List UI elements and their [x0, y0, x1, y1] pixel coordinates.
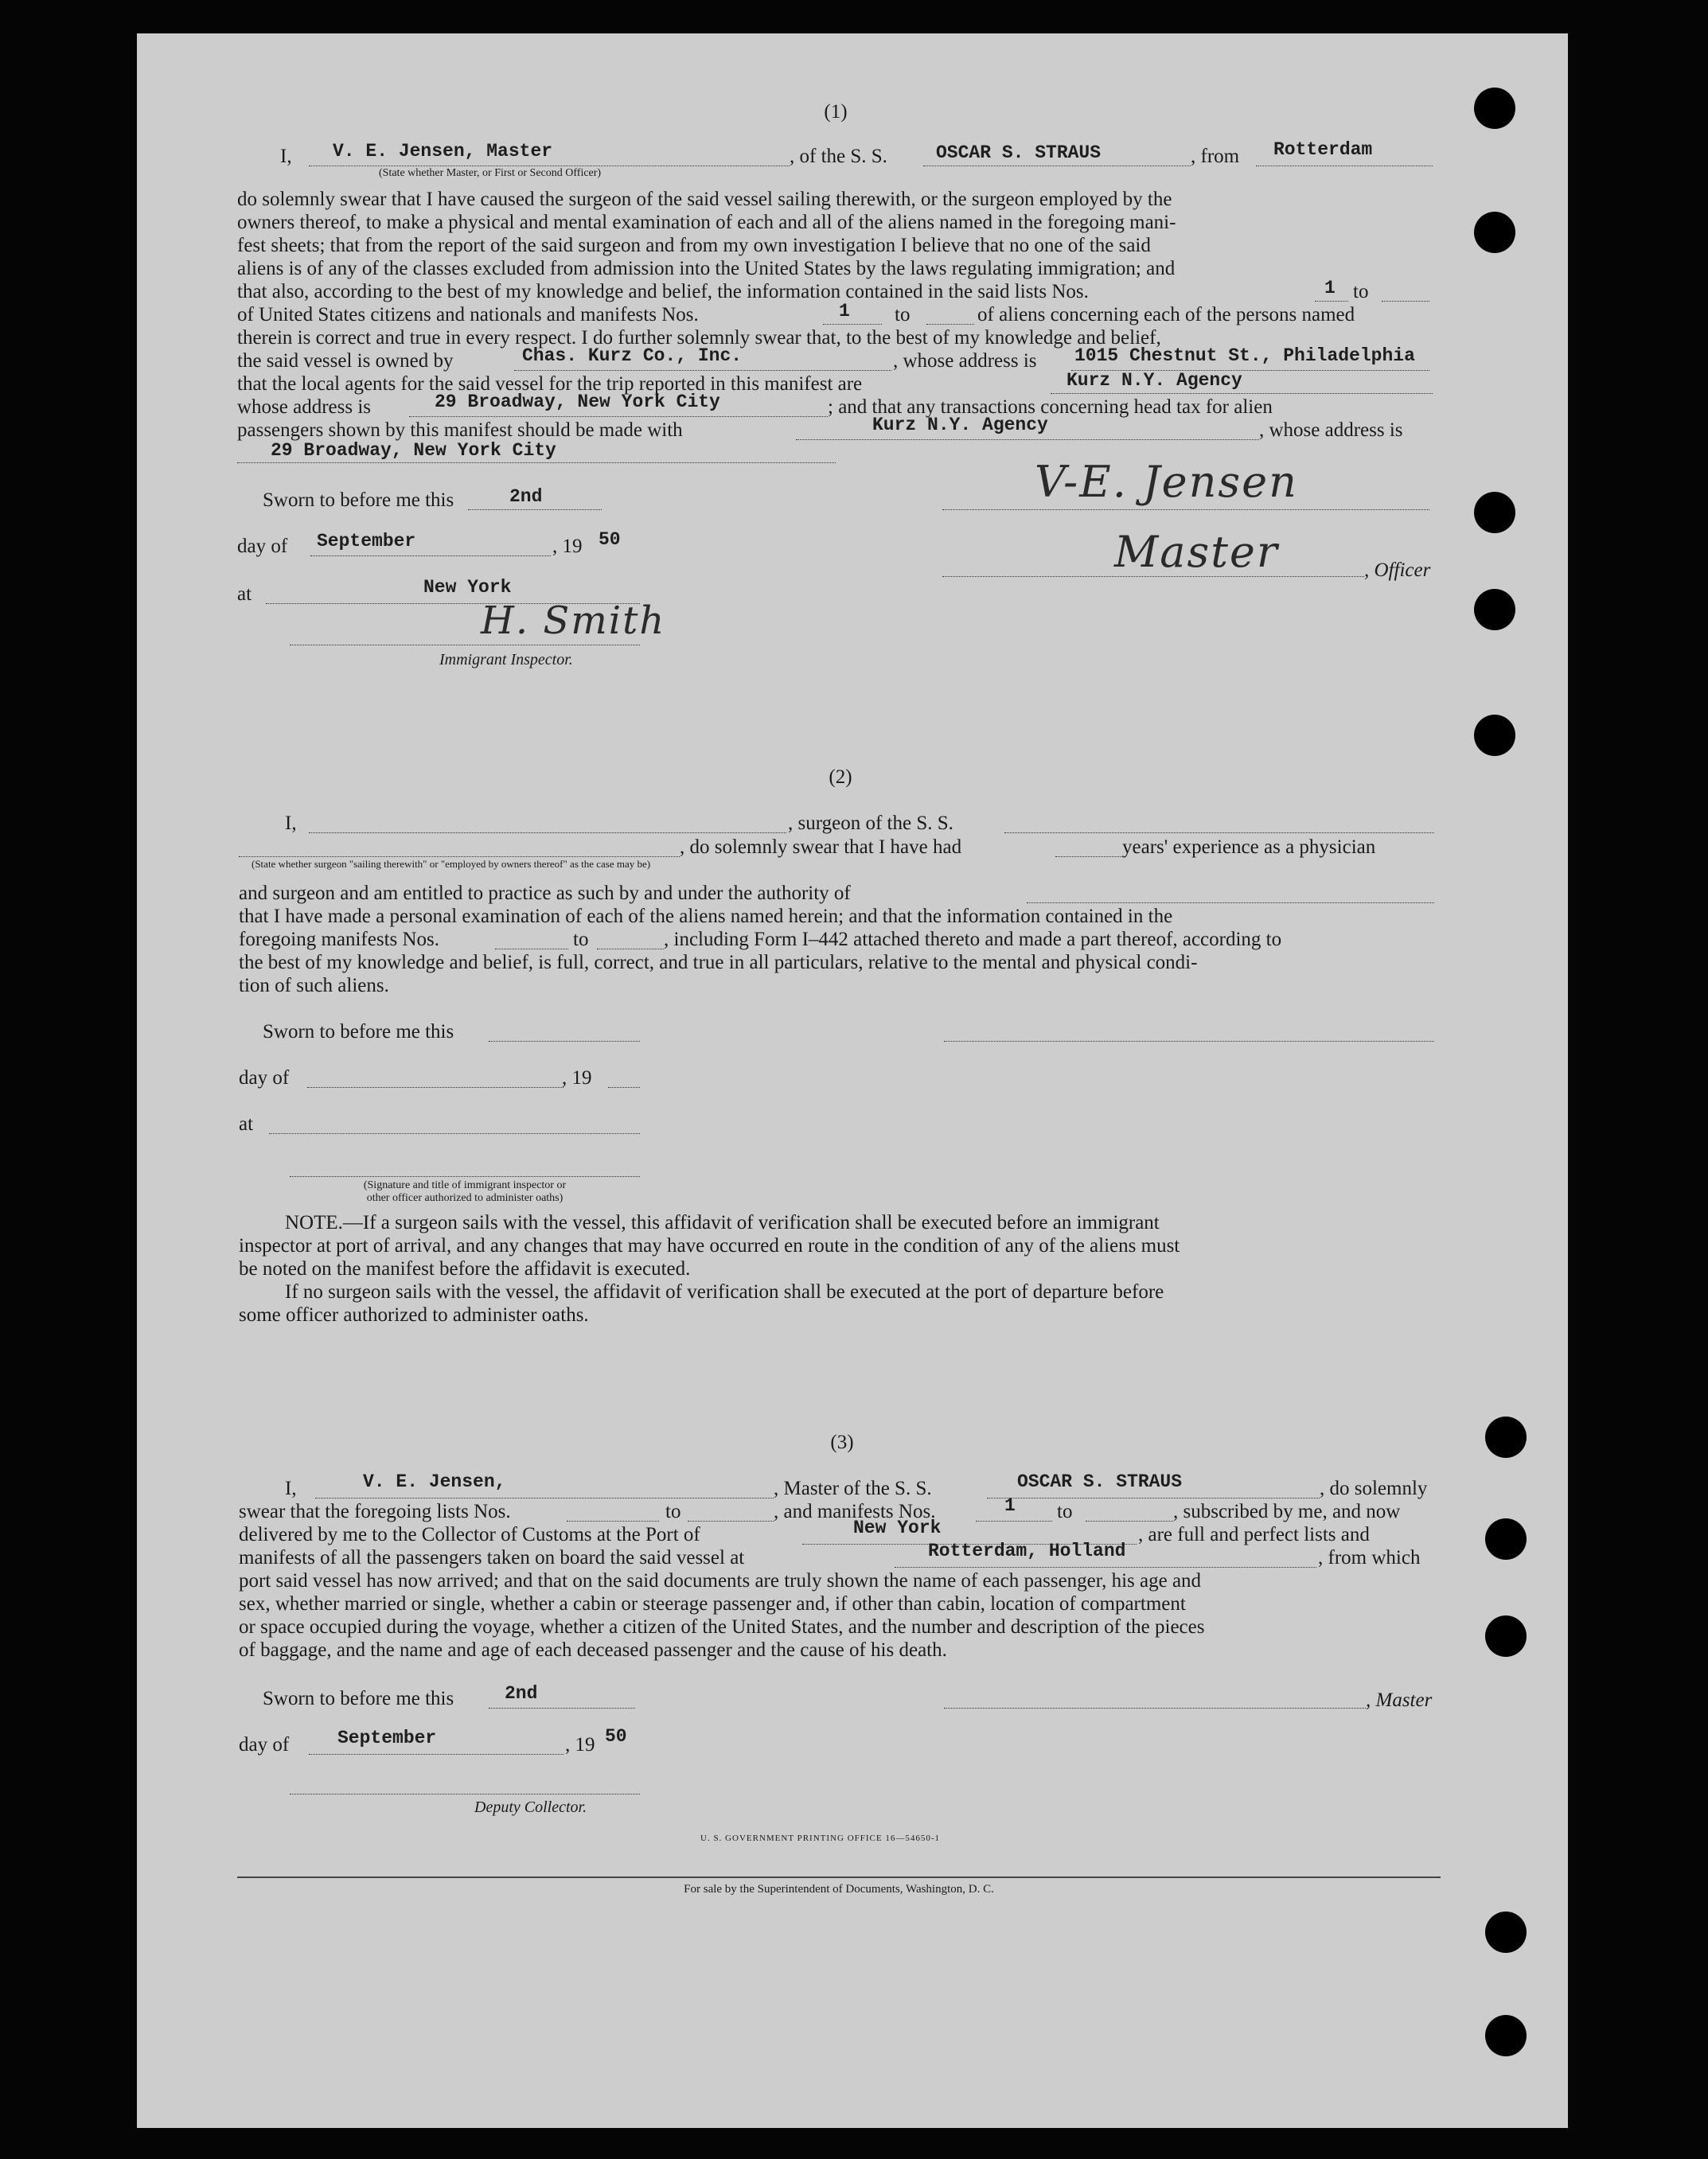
officer-signature-line	[942, 509, 1429, 510]
s2-sig-note-2: other officer authorized to administer oaths)	[366, 1192, 563, 1204]
agents-address-label: whose address is	[237, 396, 372, 418]
s3-manifests-to-line	[1086, 1521, 1173, 1522]
inspector-signature: H. Smith	[481, 598, 666, 643]
inspector-label: Immigrant Inspector.	[439, 651, 573, 668]
s3-manifests-to-label: to	[1057, 1501, 1073, 1522]
s2-month-line	[307, 1087, 563, 1088]
sale-notice: For sale by the Superintendent of Documents, Washington, D. C.	[684, 1883, 994, 1896]
agents-line	[1051, 393, 1433, 394]
s3-line-3b: , from which	[1318, 1547, 1421, 1569]
s2-years-line	[1055, 856, 1124, 857]
manifests-from-field: 1	[839, 301, 850, 322]
officer-title-signature: Master	[1114, 527, 1279, 577]
head-tax-with-line	[796, 439, 1259, 440]
oath-line-5: that also, according to the best of my knowledge and belief, the information contained in the said lists Nos.	[237, 281, 1089, 302]
s3-month-line	[309, 1754, 563, 1755]
head-tax-with-field: Kurz N.Y. Agency	[872, 415, 1048, 435]
binder-hole	[1474, 589, 1515, 630]
oath-line-6b: of aliens concerning each of the persons named	[977, 304, 1355, 325]
s3-line-6: or space occupied during the voyage, whether a citizen of the United States, and the number and description of the pieces	[239, 1616, 1205, 1638]
section-2-number: (2)	[829, 766, 852, 788]
s2-status-note: (State whether surgeon "sailing therewith" or "employed by owners thereof" as the case may be)	[252, 858, 651, 870]
s2-year-line	[608, 1087, 640, 1088]
s2-vessel-line	[1004, 832, 1434, 833]
binder-hole	[1485, 2015, 1527, 2056]
s2-status-line	[239, 856, 680, 857]
owner-line	[514, 370, 891, 371]
s3-taken-at-line	[895, 1567, 1316, 1568]
note-line-4: If no surgeon sails with the vessel, the affidavit of verification shall be executed at the port of departure before	[285, 1281, 1164, 1303]
head-tax-address-field: 29 Broadway, New York City	[271, 440, 556, 461]
s3-master-label: , Master	[1366, 1689, 1433, 1711]
officer-signature: V-E. Jensen	[1035, 457, 1298, 507]
s3-line-7: of baggage, and the name and age of each deceased passenger and the cause of his death.	[239, 1639, 947, 1661]
officer-label: , Officer	[1364, 559, 1431, 581]
agents-address-field: 29 Broadway, New York City	[435, 392, 720, 412]
sworn-day-line	[468, 509, 602, 510]
head-tax-with-label: passengers shown by this manifest should be made with	[237, 419, 683, 441]
binder-hole	[1474, 492, 1515, 533]
s2-line-5: tion of such aliens.	[239, 975, 389, 996]
binder-hole	[1485, 1615, 1527, 1657]
s3-sworn-day-line	[489, 1708, 635, 1709]
master-name-field: V. E. Jensen, Master	[333, 141, 553, 162]
s3-lists-from-line	[567, 1521, 659, 1522]
oath-line-3: fest sheets; that from the report of the said surgeon and from my own investigation I believe that no one of the said	[237, 235, 1151, 256]
from-port-field: Rotterdam	[1273, 139, 1373, 160]
s2-line-1: and surgeon and am entitled to practice as such by and under the authority of	[239, 883, 851, 904]
owner-field: Chas. Kurz Co., Inc.	[522, 345, 743, 366]
oath-line-7: therein is correct and true in every respect. I do further solemnly swear that, to the best of my knowledge and belief,	[237, 327, 1161, 349]
lists-from-field: 1	[1324, 278, 1336, 298]
s3-manifests-from-line	[976, 1521, 1052, 1522]
oath-line-4: aliens is of any of the classes excluded from admission into the United States by the laws regulating immigration; and	[237, 258, 1176, 279]
binder-hole	[1474, 715, 1515, 756]
s3-deputy-line	[290, 1794, 640, 1795]
s2-day-of-label: day of	[239, 1067, 290, 1089]
binder-hole	[1485, 1518, 1527, 1560]
footer-divider	[237, 1876, 1441, 1878]
s2-at-label: at	[239, 1113, 254, 1135]
owner-address-label: , whose address is	[893, 350, 1037, 372]
binder-hole	[1474, 212, 1515, 253]
s3-month-field: September	[337, 1728, 437, 1748]
s2-place-line	[269, 1133, 640, 1134]
year-field: 50	[599, 529, 621, 550]
s3-vessel-field: OSCAR S. STRAUS	[1017, 1471, 1183, 1492]
s3-line-1b: , subscribed by me, and now	[1173, 1501, 1401, 1522]
binder-hole	[1485, 1417, 1527, 1458]
s3-sworn-label: Sworn to before me this	[263, 1688, 454, 1709]
gpo-imprint: U. S. GOVERNMENT PRINTING OFFICE 16—54650-1	[700, 1834, 941, 1843]
s2-manifests-to-label: to	[573, 929, 589, 950]
owner-address-field: 1015 Chestnut St., Philadelphia	[1074, 345, 1415, 366]
note-line-1: NOTE.—If a surgeon sails with the vessel, this affidavit of verification shall be executed before an immigrant	[285, 1212, 1160, 1233]
s3-line-3: manifests of all the passengers taken on board the said vessel at	[239, 1547, 745, 1569]
s3-sworn-day-field: 2nd	[505, 1683, 538, 1704]
local-agents-label: that the local agents for the said vessel for the trip reported in this manifest are	[237, 373, 863, 395]
s2-surgeon-of-label: , surgeon of the S. S.	[788, 813, 953, 834]
s2-i-label: I,	[285, 813, 297, 834]
s2-surgeon-signature-line	[944, 1041, 1434, 1042]
note-line-5: some officer authorized to administer oaths.	[239, 1304, 589, 1326]
manifests-from-line	[823, 324, 882, 325]
month-line	[310, 555, 551, 556]
s3-i-label: I,	[285, 1478, 297, 1499]
s2-inspector-line	[290, 1176, 640, 1177]
sworn-day-field: 2nd	[509, 486, 543, 507]
s3-manifests-label: , and manifests Nos.	[774, 1501, 936, 1522]
s2-sworn-label: Sworn to before me this	[263, 1021, 454, 1042]
year-prefix: , 19	[552, 536, 583, 557]
s2-years-label: years' experience as a physician	[1122, 836, 1376, 858]
s3-year-field: 50	[605, 1726, 627, 1747]
owned-by-label: the said vessel is owned by	[237, 350, 454, 372]
section-1-number: (1)	[824, 101, 848, 123]
s2-line-3b: , including Form I–442 attached thereto and made a part thereof, according to	[664, 929, 1282, 950]
from-label: , from	[1191, 146, 1240, 167]
head-tax-address-label: , whose address is	[1259, 419, 1403, 441]
of-ss-label: , of the S. S.	[790, 146, 887, 167]
lists-from-line	[1315, 301, 1348, 302]
s2-year-prefix: , 19	[562, 1067, 592, 1089]
s2-line-2: that I have made a personal examination of each of the aliens named herein; and that the information contained in the	[239, 906, 1173, 927]
head-tax-address-line	[237, 462, 836, 463]
s3-line-1: swear that the foregoing lists Nos.	[239, 1501, 511, 1522]
binder-hole	[1485, 1912, 1527, 1953]
s2-surgeon-name-line	[309, 832, 786, 833]
head-tax-label: ; and that any transactions concerning head tax for alien	[828, 396, 1273, 418]
vessel-name-field: OSCAR S. STRAUS	[936, 142, 1102, 163]
note-line-2: inspector at port of arrival, and any changes that may have occurred en route in the condition of any of the aliens must	[239, 1235, 1180, 1257]
binder-hole	[1474, 88, 1515, 129]
lists-to-line	[1382, 301, 1429, 302]
s3-master-of-label: , Master of the S. S.	[774, 1478, 932, 1499]
s2-line-3: foregoing manifests Nos.	[239, 929, 440, 950]
s3-line-4: port said vessel has now arrived; and that on the said documents are truly shown the name of each passenger, his age and	[239, 1570, 1202, 1592]
s3-port-field: New York	[853, 1518, 942, 1538]
s3-line-2: delivered by me to the Collector of Customs at the Port of	[239, 1524, 700, 1545]
s2-line-4: the best of my knowledge and belief, is full, correct, and true in all particulars, relative to the mental and physical condi-	[239, 952, 1198, 973]
s2-authority-line	[1027, 902, 1434, 903]
section-3-number: (3)	[830, 1432, 854, 1453]
oath-line-2: owners thereof, to make a physical and mental examination of each and all of the aliens named in the foregoing mani-	[237, 212, 1176, 233]
s3-lists-to-label: to	[665, 1501, 681, 1522]
s2-sworn-day-line	[489, 1041, 640, 1042]
place-field: New York	[423, 577, 512, 598]
agents-field: Kurz N.Y. Agency	[1067, 370, 1242, 391]
lists-to-label: to	[1353, 281, 1369, 302]
s3-manifests-from-field: 1	[1004, 1495, 1016, 1516]
manifests-to-line	[926, 324, 974, 325]
s3-line-5: sex, whether married or single, whether a cabin or steerage passenger and, if other than cabin, location of compartment	[239, 1593, 1186, 1615]
s3-day-of-label: day of	[239, 1734, 290, 1756]
s3-year-prefix: , 19	[565, 1734, 595, 1756]
officer-rank-note: (State whether Master, or First or Second Officer)	[379, 167, 602, 179]
s3-deputy-label: Deputy Collector.	[474, 1799, 587, 1816]
oath-line-6: of United States citizens and nationals and manifests Nos.	[237, 304, 699, 325]
manifests-to-label: to	[895, 304, 911, 325]
s3-solemnly-label: , do solemnly	[1320, 1478, 1428, 1499]
s3-master-signature-line	[944, 1708, 1366, 1709]
s3-taken-at-field: Rotterdam, Holland	[928, 1541, 1126, 1561]
s2-swear-label: , do solemnly swear that I have had	[680, 836, 962, 858]
month-field: September	[317, 531, 416, 551]
sworn-label: Sworn to before me this	[263, 489, 454, 511]
oath-line-1: do solemnly swear that I have caused the surgeon of the said vessel sailing therewith, or the surgeon employed by the	[237, 189, 1172, 210]
s2-sig-note-1: (Signature and title of immigrant inspector or	[363, 1179, 567, 1191]
s3-line-2b: , are full and perfect lists and	[1138, 1524, 1370, 1545]
i-label: I,	[280, 146, 292, 167]
note-line-3: be noted on the manifest before the affidavit is executed.	[239, 1258, 691, 1280]
day-of-label: day of	[237, 536, 288, 557]
agents-address-line	[409, 416, 828, 417]
s3-master-name-field: V. E. Jensen,	[363, 1471, 506, 1492]
at-label: at	[237, 583, 252, 605]
s3-lists-to-line	[688, 1521, 774, 1522]
